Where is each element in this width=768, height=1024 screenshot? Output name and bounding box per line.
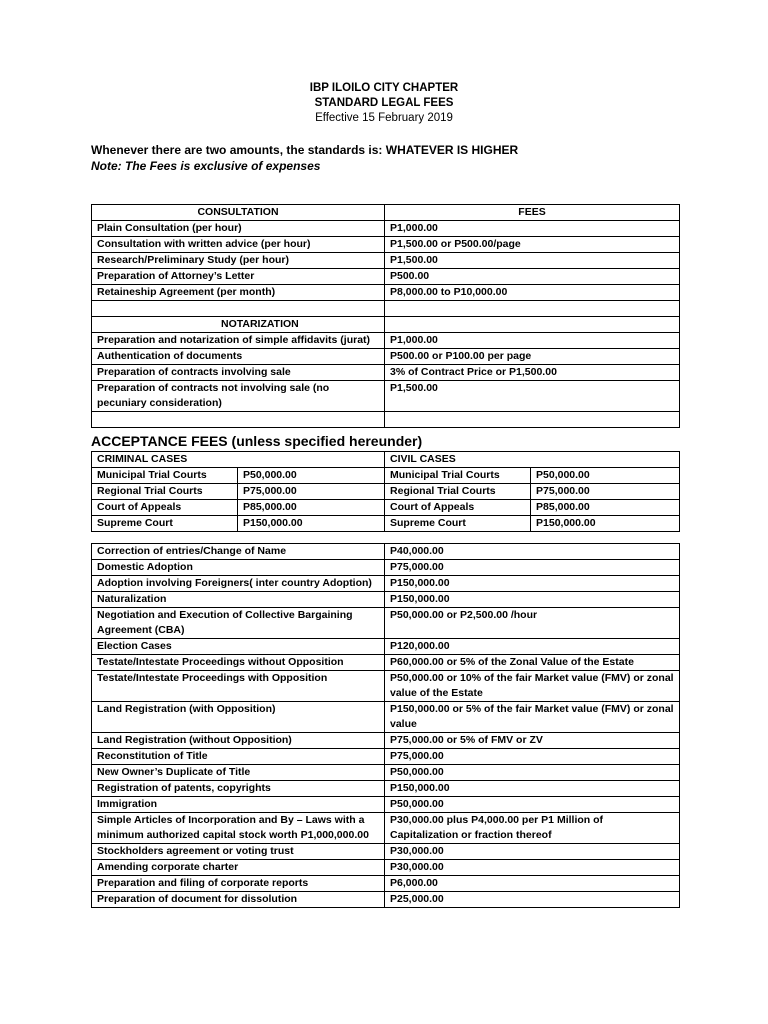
criminal-court-cell: Regional Trial Courts — [92, 484, 238, 500]
table-row — [92, 781, 680, 797]
fee-cell: P50,000.00 — [385, 797, 680, 813]
table-row — [92, 797, 680, 813]
service-cell: Preparation of contracts not involving sale (no pecuniary consideration) — [92, 381, 385, 412]
civil-fee-cell: P50,000.00 — [531, 468, 680, 484]
fee-cell: P120,000.00 — [385, 639, 680, 655]
service-cell: Registration of patents, copyrights — [92, 781, 385, 797]
chapter-name: IBP ILOILO CITY CHAPTER — [309, 82, 459, 94]
fee-cell: P150,000.00 — [385, 781, 680, 797]
fee-cell: P150,000.00 or 5% of the fair Market value (FMV) or zonal value — [385, 702, 680, 733]
table-row — [92, 749, 680, 765]
civil-court-cell: Municipal Trial Courts — [385, 468, 531, 484]
table-row — [92, 702, 680, 733]
table-row — [92, 285, 680, 301]
service-cell: Correction of entries/Change of Name — [92, 544, 385, 560]
consultation-fees-table — [91, 204, 680, 428]
service-cell: Amending corporate charter — [92, 860, 385, 876]
service-cell: Plain Consultation (per hour) — [92, 221, 385, 237]
fee-cell: P8,000.00 to P10,000.00 — [385, 285, 680, 301]
table-row — [92, 671, 680, 702]
fee-cell: P500.00 — [385, 269, 680, 285]
higher-amount-rule: Whenever there are two amounts, the standards is: WHATEVER IS HIGHER — [91, 143, 519, 157]
fee-cell: P40,000.00 — [385, 544, 680, 560]
table-row — [92, 639, 680, 655]
table-row — [92, 253, 680, 269]
table-row — [92, 500, 680, 516]
service-cell: Retaineship Agreement (per month) — [92, 285, 385, 301]
civil-cases-header: CIVIL CASES — [385, 452, 680, 468]
table-row — [92, 516, 680, 532]
table-row — [92, 468, 680, 484]
table-row — [92, 592, 680, 608]
service-cell: Domestic Adoption — [92, 560, 385, 576]
consultation-header: CONSULTATION — [92, 205, 385, 221]
table-row — [92, 608, 680, 639]
fee-cell: P500.00 or P100.00 per page — [385, 349, 680, 365]
service-cell: Testate/Intestate Proceedings without Opposition — [92, 655, 385, 671]
notarization-header: NOTARIZATION — [92, 317, 385, 333]
service-cell: Research/Preliminary Study (per hour) — [92, 253, 385, 269]
fee-cell: 3% of Contract Price or P1,500.00 — [385, 365, 680, 381]
fee-cell: P25,000.00 — [385, 892, 680, 908]
service-cell: Preparation and notarization of simple affidavits (jurat) — [92, 333, 385, 349]
table-row — [92, 365, 680, 381]
fee-cell: P50,000.00 or P2,500.00 /hour — [385, 608, 680, 639]
effective-date: Effective 15 February 2019 — [315, 112, 453, 124]
criminal-cases-header: CRIMINAL CASES — [92, 452, 385, 468]
service-cell: Preparation of Attorney’s Letter — [92, 269, 385, 285]
other-services-table — [91, 543, 680, 908]
table-row — [92, 876, 680, 892]
criminal-fee-cell: P50,000.00 — [238, 468, 385, 484]
fee-cell: P30,000.00 — [385, 844, 680, 860]
spacer-row — [92, 301, 680, 317]
expenses-note: Note: The Fees is exclusive of expenses — [91, 159, 321, 173]
service-cell: Negotiation and Execution of Collective Bargaining Agreement (CBA) — [92, 608, 385, 639]
table-row — [92, 733, 680, 749]
civil-fee-cell: P75,000.00 — [531, 484, 680, 500]
civil-court-cell: Court of Appeals — [385, 500, 531, 516]
civil-fee-cell: P85,000.00 — [531, 500, 680, 516]
fee-cell: P75,000.00 or 5% of FMV or ZV — [385, 733, 680, 749]
fees-header: FEES — [385, 205, 680, 221]
criminal-court-cell: Court of Appeals — [92, 500, 238, 516]
service-cell: Authentication of documents — [92, 349, 385, 365]
service-cell: Adoption involving Foreigners( inter country Adoption) — [92, 576, 385, 592]
fee-cell: P1,000.00 — [385, 221, 680, 237]
fee-cell: P150,000.00 — [385, 576, 680, 592]
service-cell: Reconstitution of Title — [92, 749, 385, 765]
fee-cell: P1,500.00 or P500.00/page — [385, 237, 680, 253]
service-cell: Preparation and filing of corporate reports — [92, 876, 385, 892]
fee-cell: P50,000.00 or 10% of the fair Market value (FMV) or zonal value of the Estate — [385, 671, 680, 702]
table-row — [92, 333, 680, 349]
fee-cell: P30,000.00 — [385, 860, 680, 876]
table-row — [92, 269, 680, 285]
service-cell: Simple Articles of Incorporation and By – Laws with a minimum authorized capital stock worth P1,000,000.00 — [92, 813, 385, 844]
table-row — [92, 221, 680, 237]
fee-cell: P1,500.00 — [385, 253, 680, 269]
service-cell: Land Registration (without Opposition) — [92, 733, 385, 749]
service-cell: Consultation with written advice (per hour) — [92, 237, 385, 253]
table-row — [92, 844, 680, 860]
table-row — [92, 560, 680, 576]
service-cell: Testate/Intestate Proceedings with Opposition — [92, 671, 385, 702]
fee-cell: P1,000.00 — [385, 333, 680, 349]
table-row — [92, 544, 680, 560]
service-cell: Election Cases — [92, 639, 385, 655]
service-cell: Immigration — [92, 797, 385, 813]
fee-cell: P75,000.00 — [385, 749, 680, 765]
civil-court-cell: Regional Trial Courts — [385, 484, 531, 500]
criminal-fee-cell: P75,000.00 — [238, 484, 385, 500]
notarization-header-row — [92, 317, 680, 333]
fee-cell: P1,500.00 — [385, 381, 680, 412]
criminal-court-cell: Municipal Trial Courts — [92, 468, 238, 484]
spacer-row — [92, 412, 680, 428]
criminal-fee-cell: P85,000.00 — [238, 500, 385, 516]
document-title: STANDARD LEGAL FEES — [314, 97, 454, 109]
fee-cell: P75,000.00 — [385, 560, 680, 576]
service-cell: Preparation of document for dissolution — [92, 892, 385, 908]
table-row — [92, 381, 680, 412]
criminal-fee-cell: P150,000.00 — [238, 516, 385, 532]
civil-fee-cell: P150,000.00 — [531, 516, 680, 532]
table-row — [92, 892, 680, 908]
fee-cell: P150,000.00 — [385, 592, 680, 608]
table-row — [92, 860, 680, 876]
table-row — [92, 813, 680, 844]
table-row — [92, 237, 680, 253]
service-cell: New Owner’s Duplicate of Title — [92, 765, 385, 781]
service-cell: Naturalization — [92, 592, 385, 608]
service-cell: Land Registration (with Opposition) — [92, 702, 385, 733]
table-row — [92, 655, 680, 671]
service-cell: Preparation of contracts involving sale — [92, 365, 385, 381]
acceptance-fees-title: ACCEPTANCE FEES (unless specified hereunder) — [91, 433, 423, 449]
fee-cell: P6,000.00 — [385, 876, 680, 892]
table-row — [92, 576, 680, 592]
civil-court-cell: Supreme Court — [385, 516, 531, 532]
table-row — [92, 484, 680, 500]
criminal-court-cell: Supreme Court — [92, 516, 238, 532]
fee-cell: P60,000.00 or 5% of the Zonal Value of the Estate — [385, 655, 680, 671]
acceptance-fees-table — [91, 451, 680, 532]
fee-cell: P30,000.00 plus P4,000.00 per P1 Million of Capitalization or fraction thereof — [385, 813, 680, 844]
table-header-row — [92, 205, 680, 221]
table-row — [92, 349, 680, 365]
table-row — [92, 765, 680, 781]
table-header-row — [92, 452, 680, 468]
service-cell: Stockholders agreement or voting trust — [92, 844, 385, 860]
fee-cell: P50,000.00 — [385, 765, 680, 781]
